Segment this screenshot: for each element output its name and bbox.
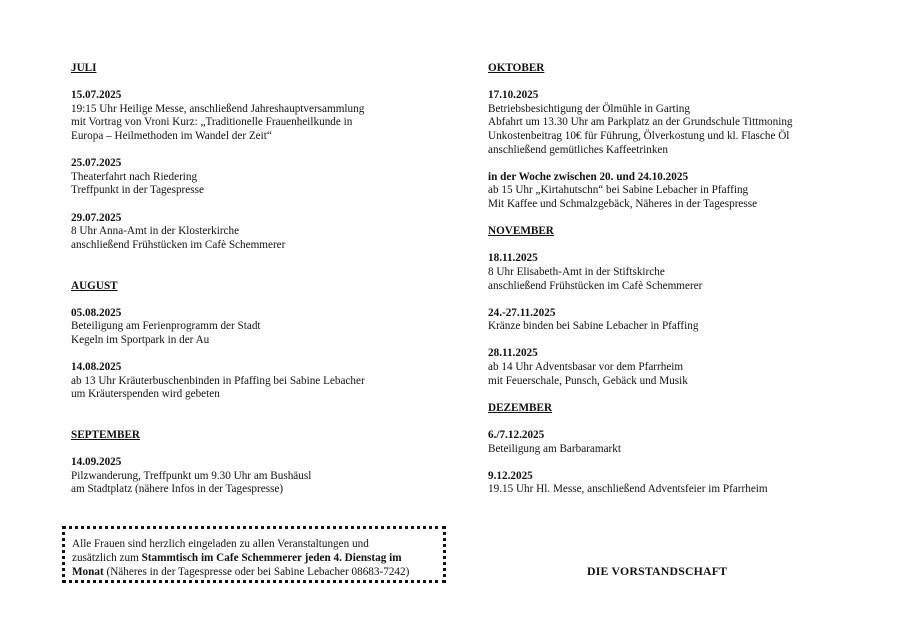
- event-entry: [71, 212, 461, 253]
- event-entry: [488, 252, 878, 293]
- event-text: Beteiligung am Barbaramarkt: [488, 442, 621, 455]
- event-text: Pilzwanderung, Treffpunkt um 9.30 Uhr am Bushäusl: [71, 469, 312, 482]
- event-text: mit Feuerschale, Punsch, Gebäck und Musik: [488, 374, 688, 387]
- event-date: 14.08.2025: [71, 361, 122, 374]
- event-text: anschließend gemütliches Kaffeetrinken: [488, 143, 668, 156]
- event-date: 9.12.2025: [488, 469, 533, 482]
- month-heading-september: SEPTEMBER: [71, 429, 141, 442]
- event-date: 6./7.12.2025: [488, 429, 545, 442]
- event-date: 18.11.2025: [488, 252, 538, 265]
- event-text: am Stadtplatz (nähere Infos in der Tagespresse): [71, 483, 284, 496]
- event-entry: [71, 307, 461, 348]
- month-heading-november: NOVEMBER: [488, 225, 554, 238]
- event-entry: [488, 470, 878, 497]
- event-entry: [488, 89, 878, 157]
- event-entry: [71, 361, 461, 402]
- event-text: ab 15 Uhr „Kirtahutschn“ bei Sabine Lebacher in Pfaffing: [488, 184, 749, 197]
- month-heading-oktober: OKTOBER: [488, 62, 545, 74]
- month-heading-dezember: DEZEMBER: [488, 401, 553, 414]
- event-date: 14.09.2025: [71, 456, 122, 469]
- notice-bold-text: Stammtisch im Cafe Schemmerer jeden 4. Dienstag im: [141, 552, 402, 564]
- event-text: mit Vortrag von Vroni Kurz: „Traditionelle Frauenheilkunde in: [71, 116, 353, 129]
- event-entry: [71, 89, 461, 143]
- event-date: in der Woche zwischen 20. und 24.10.2025: [488, 170, 689, 183]
- month-heading-juli: JULI: [71, 62, 97, 74]
- event-text: ab 14 Uhr Adventsbasar vor dem Pfarrheim: [488, 361, 684, 374]
- notice-line: [72, 551, 437, 565]
- month-heading-august: AUGUST: [71, 279, 118, 292]
- notice-bold-text: Monat: [72, 566, 104, 578]
- event-text: anschließend Frühstücken im Cafè Schemmerer: [71, 238, 286, 251]
- section-spacer: [71, 266, 461, 280]
- event-text: 8 Uhr Elisabeth-Amt in der Stiftskirche: [488, 265, 665, 278]
- left-column: [71, 62, 461, 511]
- event-entry: [488, 347, 878, 388]
- notice-text: (Näheres in der Tagespresse oder bei Sabine Lebacher 08683-7242): [103, 566, 410, 578]
- event-entry: [488, 307, 878, 334]
- notice-line: [72, 565, 437, 579]
- event-date: 25.07.2025: [71, 157, 122, 170]
- event-text: Unkostenbeitrag 10€ für Führung, Ölverkostung und kl. Flasche Öl: [488, 129, 790, 142]
- event-entry: [71, 157, 461, 198]
- event-text: Betriebsbesichtigung der Ölmühle in Garting: [488, 102, 690, 115]
- section-spacer: [71, 415, 461, 429]
- event-text: 8 Uhr Anna-Amt in der Klosterkirche: [71, 225, 240, 238]
- event-date: 17.10.2025: [488, 89, 539, 102]
- event-date: 29.07.2025: [71, 211, 122, 224]
- signature-vorstandschaft: DIE VORSTANDSCHAFT: [587, 564, 728, 578]
- event-date: 15.07.2025: [71, 89, 122, 102]
- event-date: 24.-27.11.2025: [488, 306, 556, 319]
- event-text: Kegeln im Sportpark in der Au: [71, 333, 210, 346]
- event-text: Beteiligung am Ferienprogramm der Stadt: [71, 320, 261, 333]
- event-entry: [488, 429, 878, 456]
- right-column: [488, 62, 878, 511]
- event-text: ab 13 Uhr Kräuterbuschenbinden in Pfaffing bei Sabine Lebacher: [71, 374, 365, 387]
- notice-text: zusätzlich zum: [72, 552, 142, 564]
- event-entry: [71, 456, 461, 497]
- event-text: Kränze binden bei Sabine Lebacher in Pfaffing: [488, 320, 699, 333]
- event-date: 28.11.2025: [488, 347, 538, 360]
- event-text: anschließend Frühstücken im Cafè Schemmerer: [488, 279, 703, 292]
- event-text: Mit Kaffee und Schmalzgebäck, Näheres in der Tagespresse: [488, 197, 758, 210]
- event-date: 05.08.2025: [71, 306, 122, 319]
- event-entry: [488, 171, 878, 212]
- stammtisch-notice-box: [62, 526, 446, 583]
- event-text: Theaterfahrt nach Riedering: [71, 170, 198, 183]
- event-text: 19.15 Uhr Hl. Messe, anschließend Adventsfeier im Pfarrheim: [488, 483, 768, 496]
- event-text: Europa – Heilmethoden im Wandel der Zeit“: [71, 129, 272, 142]
- notice-line: Alle Frauen sind herzlich eingeladen zu allen Veranstaltungen und: [72, 538, 369, 550]
- event-text: 19:15 Uhr Heilige Messe, anschließend Jahreshauptversammlung: [71, 102, 365, 115]
- event-text: um Kräuterspenden wird gebeten: [71, 388, 220, 401]
- event-text: Treffpunkt in der Tagespresse: [71, 184, 204, 197]
- event-text: Abfahrt um 13.30 Uhr am Parkplatz an der Grundschule Tittmoning: [488, 116, 793, 129]
